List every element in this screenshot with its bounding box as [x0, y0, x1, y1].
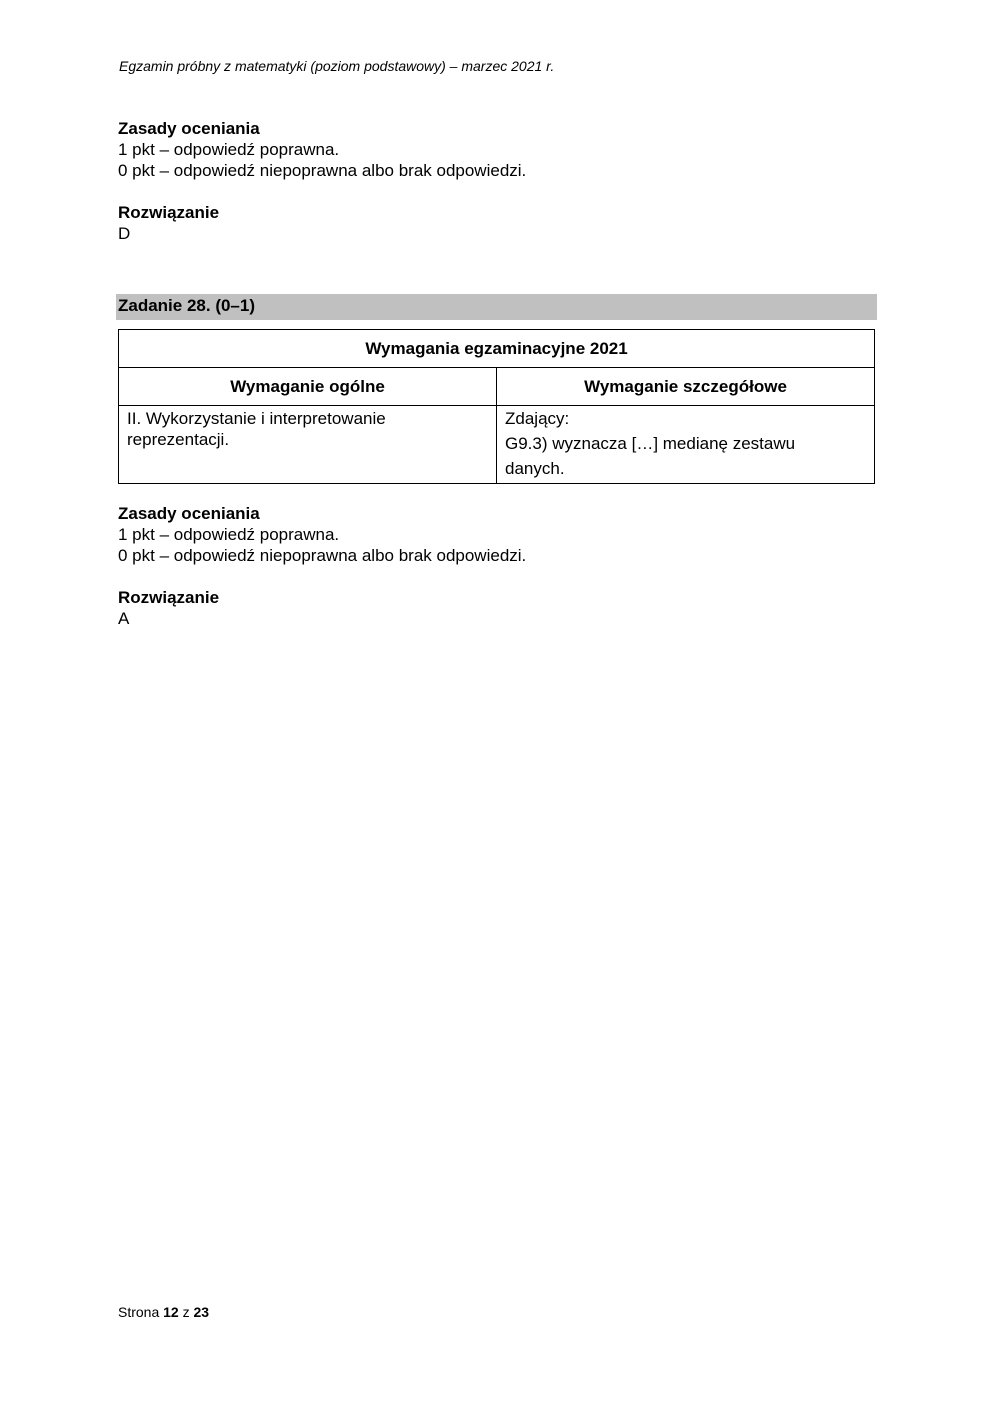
footer-prefix: Strona [118, 1304, 160, 1320]
scoring-heading: Zasady oceniania [118, 504, 260, 523]
scoring-heading: Zasady oceniania [118, 119, 260, 138]
solution-answer: D [118, 224, 131, 243]
scoring-rules-section [118, 118, 526, 181]
specific-requirement-line: G9.3) wyznacza […] medianę zestawu [505, 434, 796, 453]
page-footer [118, 1304, 209, 1320]
general-requirement-cell [119, 406, 497, 484]
table-caption: Wymagania egzaminacyjne 2021 [119, 330, 875, 368]
specific-requirement-line: Zdający: [505, 409, 570, 428]
scoring-rules-section [118, 503, 526, 566]
column-header-general: Wymaganie ogólne [119, 368, 497, 406]
column-header-specific: Wymaganie szczegółowe [497, 368, 875, 406]
solution-section [118, 587, 219, 629]
solution-heading: Rozwiązanie [118, 588, 220, 607]
general-requirement-line: II. Wykorzystanie i interpretowanie [127, 409, 386, 428]
footer-page-number: 12 [163, 1304, 179, 1320]
scoring-line-1: 1 pkt – odpowiedź poprawna. [118, 525, 340, 544]
page-header: Egzamin próbny z matematyki (poziom podstawowy) – marzec 2021 r. [119, 58, 555, 74]
specific-requirement-line: danych. [505, 459, 565, 478]
footer-of: z [182, 1304, 190, 1320]
solution-answer: A [118, 609, 130, 628]
solution-section [118, 202, 219, 244]
table-row [119, 406, 875, 484]
task-title-bar: Zadanie 28. (0–1) [116, 294, 877, 320]
footer-total-pages: 23 [193, 1304, 210, 1320]
general-requirement-line: reprezentacji. [127, 430, 230, 449]
scoring-line-1: 1 pkt – odpowiedź poprawna. [118, 140, 340, 159]
specific-requirement-cell [497, 406, 875, 484]
solution-heading: Rozwiązanie [118, 203, 220, 222]
scoring-line-2: 0 pkt – odpowiedź niepoprawna albo brak odpowiedzi. [118, 546, 527, 565]
scoring-line-2: 0 pkt – odpowiedź niepoprawna albo brak odpowiedzi. [118, 161, 527, 180]
requirements-table [118, 329, 875, 484]
